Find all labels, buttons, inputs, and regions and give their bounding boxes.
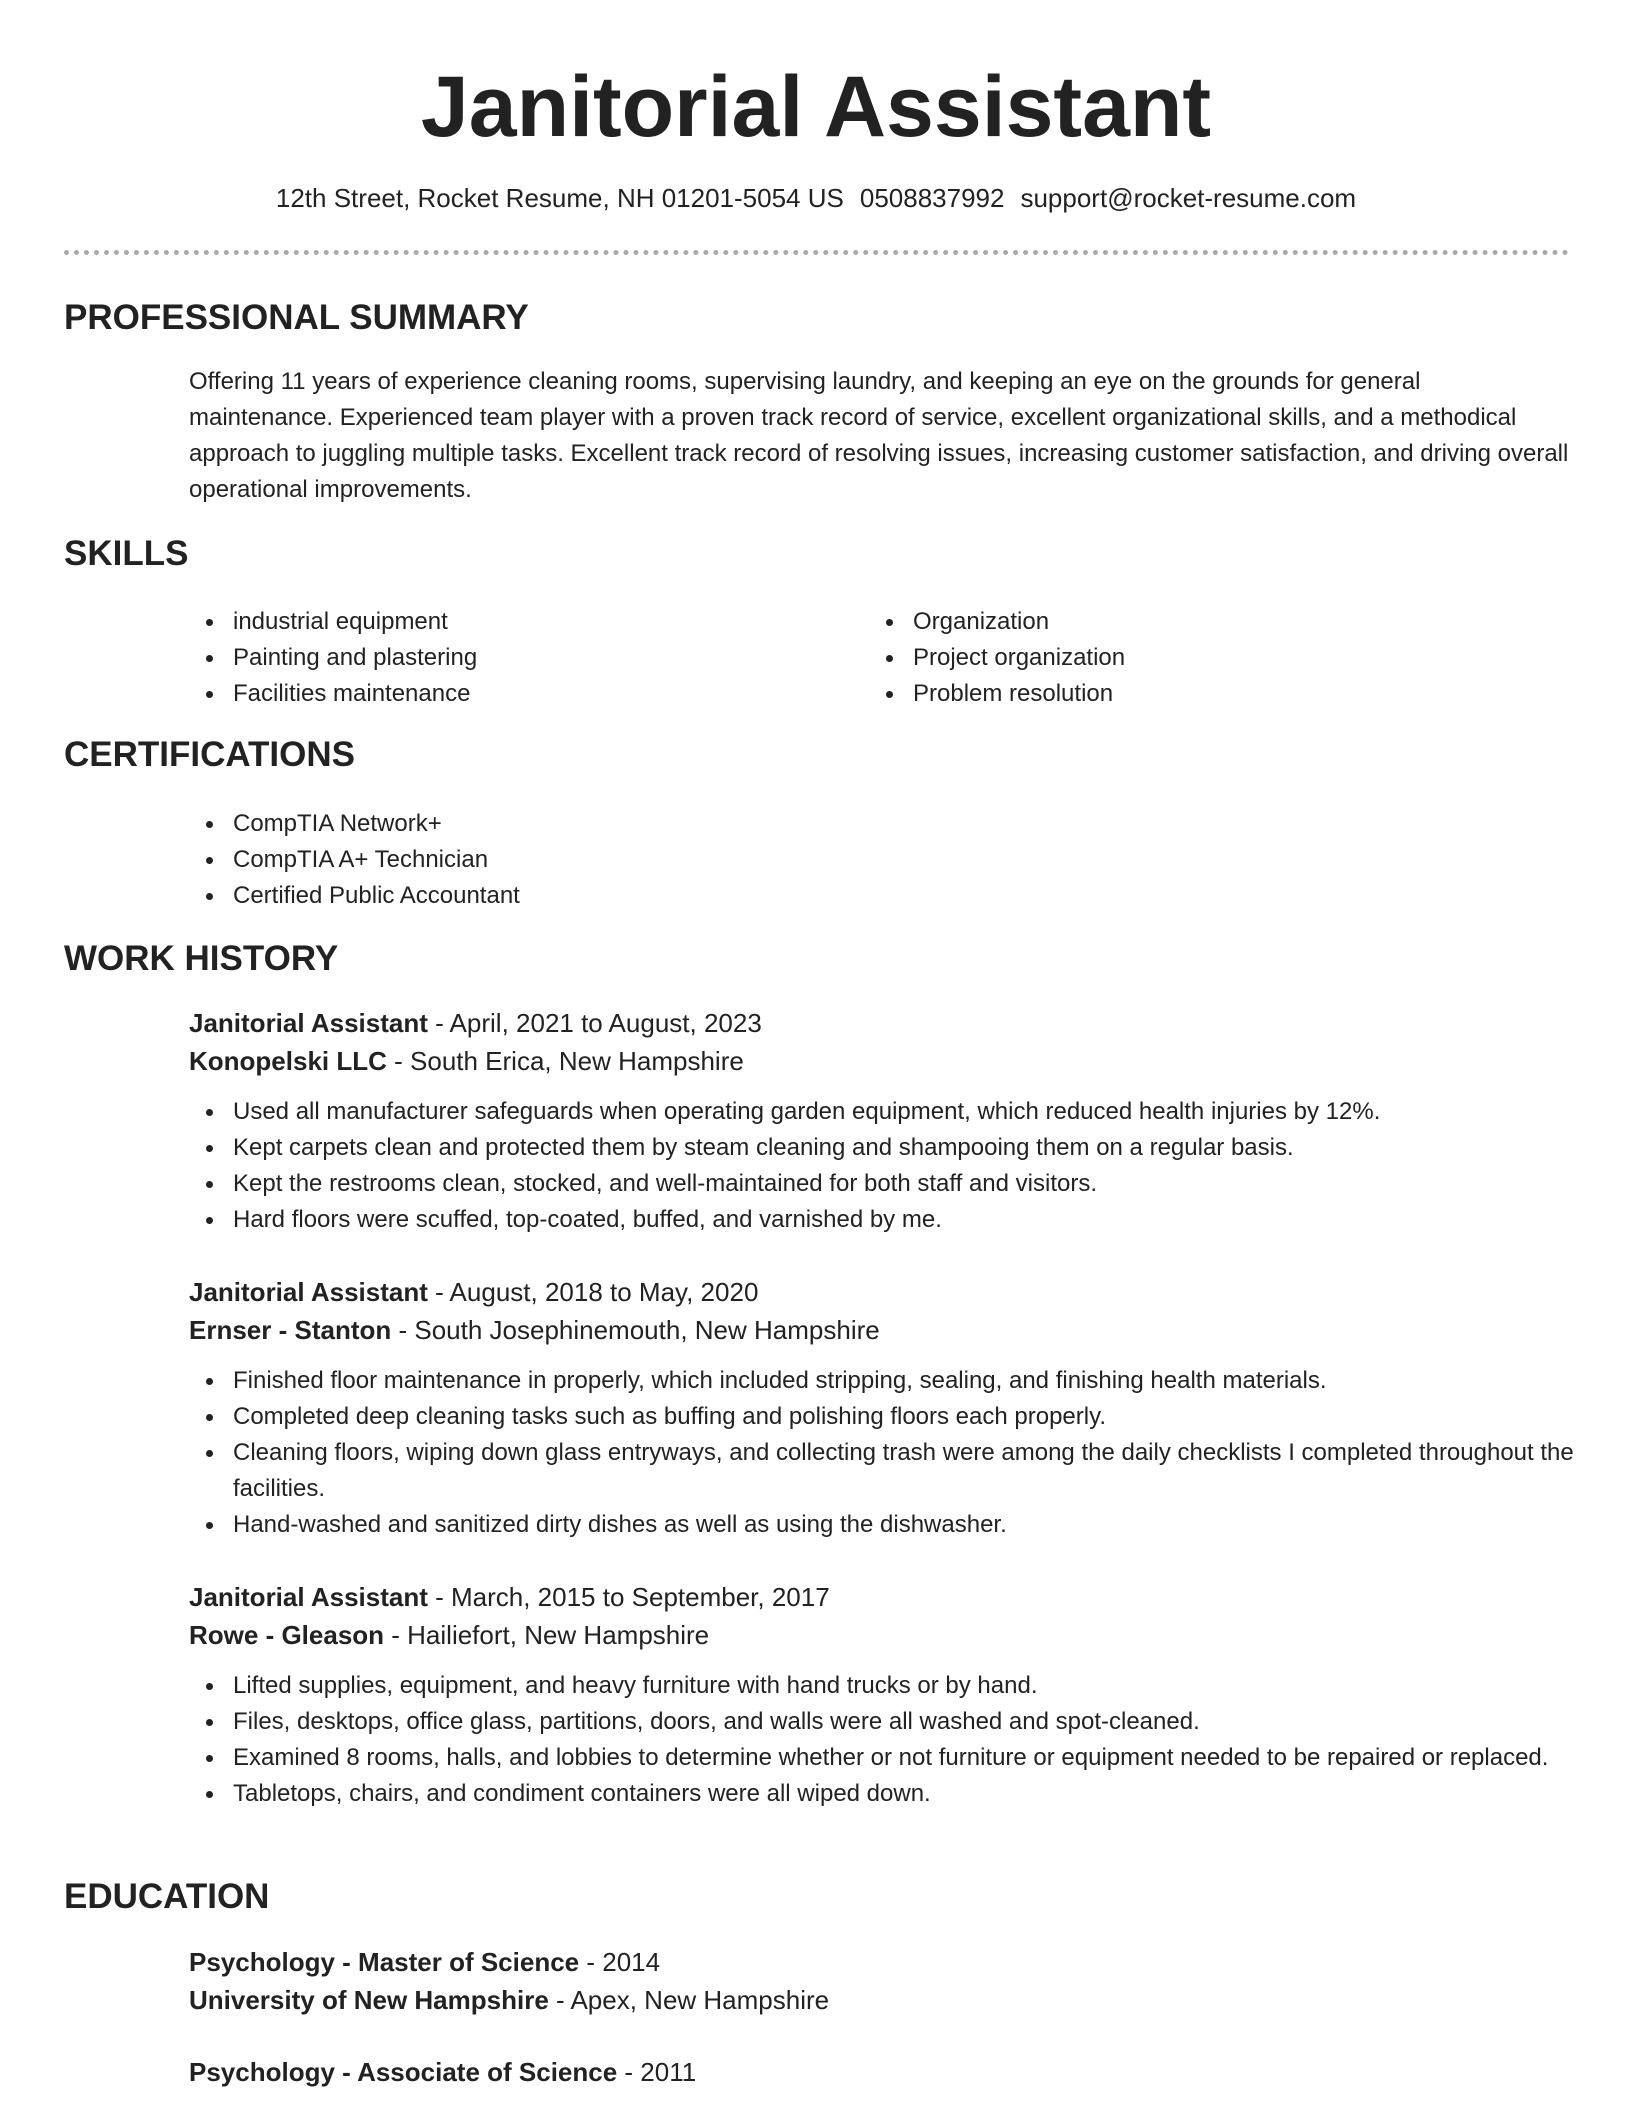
job-company-line <box>189 1311 1589 1349</box>
job-location: - South Josephinemouth, New Hampshire <box>391 1315 880 1345</box>
job-bullets <box>189 1094 1589 1238</box>
job-bullets <box>189 1668 1589 1812</box>
job-bullet: Finished floor maintenance in properly, which included stripping, sealing, and finishing health materials. <box>189 1363 1589 1399</box>
job-role: Janitorial Assistant <box>189 1008 428 1038</box>
job-location: - South Erica, New Hampshire <box>386 1046 744 1076</box>
resume-name: Janitorial Assistant <box>420 59 1212 155</box>
job-bullet: Used all manufacturer safeguards when operating garden equipment, which reduced health injuries by 12%. <box>189 1094 1589 1130</box>
job-dates: - April, 2021 to August, 2023 <box>427 1008 762 1038</box>
job-bullet: Cleaning floors, wiping down glass entryways, and collecting trash were among the daily checklists I completed throughout the facilities. <box>189 1435 1589 1507</box>
job-entry <box>189 1578 1589 1812</box>
education-degree-line <box>189 2053 1589 2091</box>
skill-item: Project organization <box>869 640 1509 676</box>
skill-item: Painting and plastering <box>189 640 829 676</box>
job-bullet: Examined 8 rooms, halls, and lobbies to determine whether or not furniture or equipment needed to be repaired or replaced. <box>189 1740 1589 1776</box>
job-dates: - August, 2018 to May, 2020 <box>427 1277 759 1307</box>
job-title-line <box>189 1273 1589 1311</box>
section-title-work-history: WORK HISTORY <box>64 939 339 978</box>
education-school: University of New Hampshire <box>189 1985 549 2015</box>
education-entry <box>189 1943 1589 2019</box>
education-year: - 2014 <box>579 1947 661 1977</box>
skills-list-right <box>869 604 1509 712</box>
job-bullet: Files, desktops, office glass, partitions, doors, and walls were all washed and spot-cleaned. <box>189 1704 1589 1740</box>
section-title-skills: SKILLS <box>64 534 189 573</box>
job-role: Janitorial Assistant <box>189 1277 428 1307</box>
job-company: Rowe - Gleason <box>189 1620 385 1650</box>
education-degree: Psychology - Master of Science <box>189 1947 580 1977</box>
certification-item: CompTIA Network+ <box>189 806 1089 842</box>
section-title-certifications: CERTIFICATIONS <box>64 735 356 774</box>
skill-item: Problem resolution <box>869 676 1509 712</box>
job-company: Konopelski LLC <box>189 1046 387 1076</box>
certification-item: CompTIA A+ Technician <box>189 842 1089 878</box>
job-bullets <box>189 1363 1589 1543</box>
job-title-line <box>189 1004 1589 1042</box>
job-bullet: Hand-washed and sanitized dirty dishes as well as using the dishwasher. <box>189 1507 1589 1543</box>
job-entry <box>189 1004 1589 1238</box>
skills-list-left <box>189 604 829 712</box>
job-title-line <box>189 1578 1589 1616</box>
certifications-list <box>189 806 1089 914</box>
job-role: Janitorial Assistant <box>189 1582 428 1612</box>
job-company-line <box>189 1616 1589 1654</box>
job-bullet: Kept carpets clean and protected them by steam cleaning and shampooing them on a regular basis. <box>189 1130 1589 1166</box>
job-bullet: Tabletops, chairs, and condiment containers were all wiped down. <box>189 1776 1589 1812</box>
contact-phone: 0508837992 <box>859 183 1005 213</box>
job-location: - Hailiefort, New Hampshire <box>384 1620 710 1650</box>
contact-line <box>0 180 1632 216</box>
contact-address: 12th Street, Rocket Resume, NH 01201-5054 US <box>275 183 844 213</box>
education-year: - 2011 <box>617 2057 697 2087</box>
contact-email: support@rocket-resume.com <box>1020 183 1357 213</box>
job-bullet: Completed deep cleaning tasks such as buffing and polishing floors each properly. <box>189 1399 1589 1435</box>
job-bullet: Kept the restrooms clean, stocked, and well-maintained for both staff and visitors. <box>189 1166 1589 1202</box>
skill-item: Facilities maintenance <box>189 676 829 712</box>
skill-item: industrial equipment <box>189 604 829 640</box>
job-entry <box>189 1273 1589 1543</box>
section-title-education: EDUCATION <box>64 1877 270 1916</box>
job-bullet: Hard floors were scuffed, top-coated, buffed, and varnished by me. <box>189 1202 1589 1238</box>
certification-item: Certified Public Accountant <box>189 878 1089 914</box>
job-company: Ernser - Stanton <box>189 1315 392 1345</box>
job-dates: - March, 2015 to September, 2017 <box>427 1582 830 1612</box>
section-title-summary: PROFESSIONAL SUMMARY <box>64 298 529 337</box>
job-company-line <box>189 1042 1589 1080</box>
summary-text: Offering 11 years of experience cleaning rooms, supervising laundry, and keeping an eye on the grounds for general maintenance. Experienced team player with a proven track record of service, excellent organizational skills, and a methodical approach to juggling multiple tasks. Excellent track record of resolving issues, increasing customer satisfaction, and driving overall operational improvements. <box>189 368 1569 503</box>
job-bullet: Lifted supplies, equipment, and heavy furniture with hand trucks or by hand. <box>189 1668 1589 1704</box>
education-school-line <box>189 1981 1589 2019</box>
education-entry <box>189 2053 1589 2091</box>
skill-item: Organization <box>869 604 1509 640</box>
header-divider <box>64 250 1569 255</box>
education-degree: Psychology - Associate of Science <box>189 2057 618 2087</box>
education-degree-line <box>189 1943 1589 1981</box>
education-location: - Apex, New Hampshire <box>548 1985 830 2015</box>
